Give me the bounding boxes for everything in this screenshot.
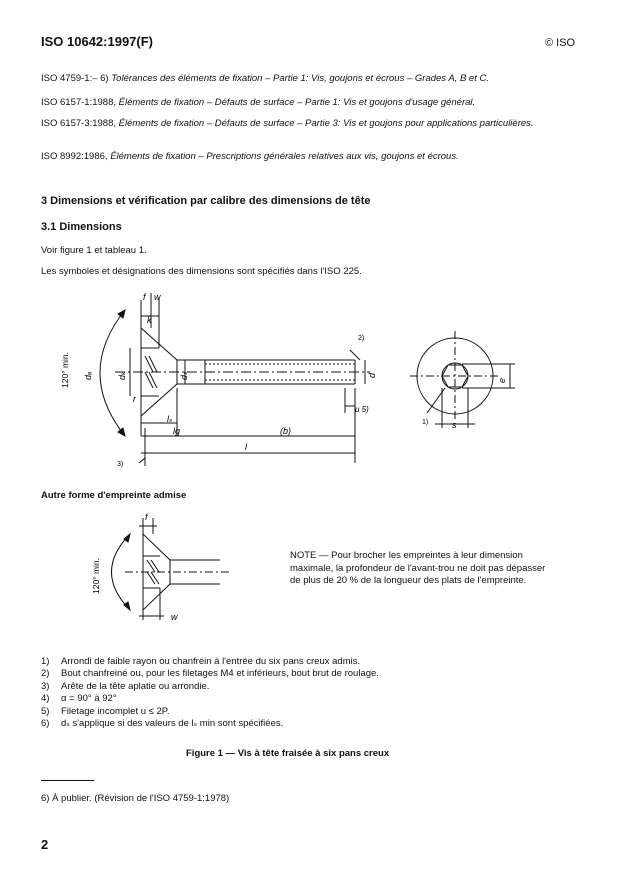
reference-title: Tolérances des éléments de fixation – Partie 1: Vis, goujons et écrous – Grades A, B et C. xyxy=(111,73,489,84)
label-u: u 5) xyxy=(355,405,369,414)
section-text-1: Voir figure 1 et tableau 1. xyxy=(41,245,147,256)
footnote-item: 5) Filetage incomplet u ≤ 2P. xyxy=(41,705,170,717)
figure-caption: Figure 1 — Vis à tête fraisée à six pans creux xyxy=(186,748,390,759)
label-r: r xyxy=(133,394,136,404)
reference-code: ISO 8992:1986, xyxy=(41,151,108,162)
alt-form-title: Autre forme d'empreinte admise xyxy=(41,490,187,501)
footnote-item: 6) dₛ s'applique si des valeurs de lₛ min sont spécifiées. xyxy=(41,718,284,730)
label-b: (b) xyxy=(280,426,291,436)
alt-label-w: w xyxy=(171,612,178,622)
figure-note: NOTE — Pour brocher les empreintes à leur dimension maximale, la profondeur de l'avant-trou ne doit pas dépasser de plus de 20 % de la longueur des plats de l'empreinte. xyxy=(290,550,546,586)
reference-title: Éléments de fixation – Défauts de surface – Partie 1: Vis et goujons d'usage général. xyxy=(118,97,476,108)
label-lg: lɡ xyxy=(173,426,181,436)
reference-code: ISO 4759-1:– 6) xyxy=(41,73,109,84)
label-angle: 120° min. xyxy=(60,351,70,388)
alt-recess-drawing xyxy=(85,512,265,627)
reference-title: Éléments de fixation – Prescriptions générales relatives aux vis, goujons et écrous. xyxy=(110,151,459,162)
document-id: ISO 10642:1997(F) xyxy=(41,34,154,49)
footnote-item: 2) Bout chanfreiné ou, pour les filetages M4 et inférieurs, bout brut de roulage. xyxy=(41,668,379,680)
copyright-mark: © ISO xyxy=(545,37,576,49)
alt-label-f: f xyxy=(145,512,148,522)
reference-code: ISO 6157-3:1988, xyxy=(41,118,116,129)
page-number: 2 xyxy=(41,837,49,852)
label-dk: dₖ xyxy=(117,371,127,380)
label-s: s xyxy=(452,420,457,430)
reference-code: ISO 6157-1:1988, xyxy=(41,97,116,108)
screw-drawing xyxy=(55,288,525,468)
footnote-item: 4) α = 90° à 92° xyxy=(41,693,117,705)
label-ls: lₛ xyxy=(167,414,173,424)
footnote-divider xyxy=(41,780,94,781)
footnote-marker-2: 2) xyxy=(358,335,365,342)
reference-1 xyxy=(41,73,581,86)
reference-title: Éléments de fixation – Défauts de surface – Partie 3: Vis et goujons pour applications particulières. xyxy=(118,118,534,129)
figure-footnotes xyxy=(41,656,379,730)
label-ds: dₛ xyxy=(179,371,189,380)
footnote-marker-3: 3) xyxy=(117,461,124,468)
label-l: l xyxy=(245,442,247,452)
label-k: k xyxy=(147,315,152,325)
reference-4 xyxy=(41,151,581,164)
footnote-marker-1: 1) xyxy=(422,419,429,426)
section-3-heading: 3 Dimensions et vérification par calibre des dimensions de tête xyxy=(41,195,371,207)
section-text-2: Les symboles et désignations des dimensions sont spécifiés dans l'ISO 225. xyxy=(41,266,362,277)
reference-3 xyxy=(41,118,581,131)
label-w: w xyxy=(154,292,161,302)
label-e: e xyxy=(497,377,507,383)
footnote-item: 3) Arête de la tête aplatie ou arrondie. xyxy=(41,680,210,692)
reference-2 xyxy=(41,97,581,110)
page-footnote: 6) À publier. (Révision de l'ISO 4759-1:1978) xyxy=(41,793,230,804)
footnote-item: 1) Arrondi de faible rayon ou chanfrein à l'entrée du six pans creux admis. xyxy=(41,656,361,667)
section-3-1-heading: 3.1 Dimensions xyxy=(41,221,122,233)
label-d: d xyxy=(367,372,377,378)
label-da: dₐ xyxy=(83,371,93,380)
alt-label-angle: 120° min. xyxy=(91,557,101,594)
label-f: f xyxy=(143,292,146,302)
